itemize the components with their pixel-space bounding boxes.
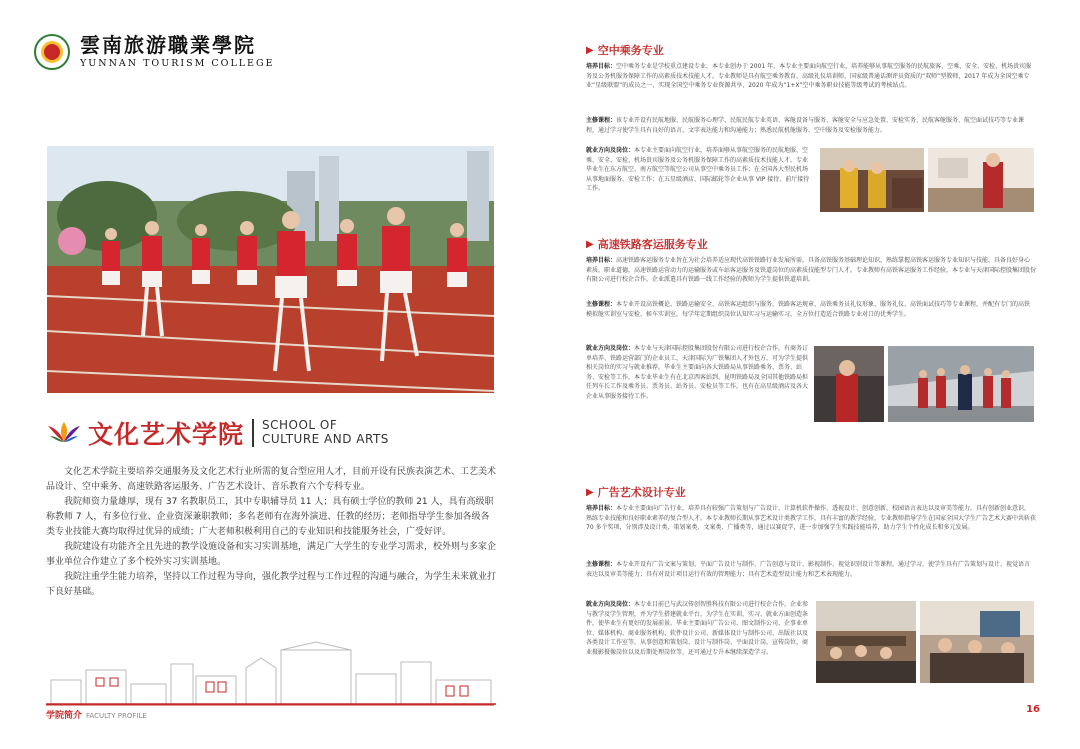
cabin-crew-photo: [928, 148, 1034, 212]
footer-label-chinese: 学院简介: [46, 711, 83, 721]
school-name-chinese: 文化艺术学院: [88, 420, 245, 449]
arrow-icon: ▶: [586, 44, 594, 56]
course-text: 该专业开设有民航地服、民航服务心理学、民航民航专业英语、客舱设备与服务、客舱安全与应急处置、安检实务、民航客舱服务、航空面试技巧等专业课程，通过学习使学生具有良好的语言、文字表达能力和沟通能力；熟悉民航机舱服务、空中服务及安检服务能力。: [586, 117, 1025, 134]
section-courses: [586, 300, 1036, 319]
section-jobs: [586, 146, 811, 194]
job-text: 本专业主要面向航空行业，培养面够从事航空服务的民航地服、空乘、安全、安检、机场贵宾服务及公务机服务保障工作的高素质技术技能人才。专业毕业生在东方航空、南方航空等航空公司从事空中乘务员工作；在全国各大型民机场从事地面服务、安检工作；在五星级酒店、国际邮轮等企业从事 VIP 接待、前厅接待工作。: [586, 147, 810, 192]
school-heading: [46, 415, 389, 451]
section-title: [586, 484, 686, 500]
job-label: 就业方向及岗位：: [586, 345, 635, 352]
section-title-text: 高速铁路客运服务专业: [597, 238, 708, 251]
job-text: 本专业与天津国际控股集团股份有限公司进行校企合作，有商务订单培养、铁路运营部门的企业员工，天津国际为广铁集团人才外包方，可为学生提供相关岗位的实习与就业推荐。毕业生主要面向各大铁路局从事铁路乘务、票务、站务、安检等工作，本专业毕业生有在北京西客站到、昆明铁路局及全国其他铁路局担任列车长工作及乘务员、票务员、站务员、安检员等工作，也有在高星级酒店及各大企业从事服务接待工作。: [586, 345, 809, 400]
course-label: 主修课程：: [586, 561, 617, 568]
design-studio-photo: [920, 601, 1034, 683]
goal-label: 培养目标：: [586, 257, 617, 264]
goal-text: 本专业主要面向广告行业，培养具有较强广告策划与广告设计、计算机软件操作、透视设计、创意创新、校园语言表达以及审美等能力，具有创新创业意识，熟练专业技能和良好职业素养的复合型人才。本专业教师长期从事艺术设计类教学工作，具有丰富的教学经验，专业教师指导学生在国家全国大学生广告艺术大赛中共斩获 70 多个奖项，分别涉及设计类、策划案类、文案类、广播类等，通过以赛促学，进一步加强学生实践技能培养，助力学生个性化成长和多元发展。: [586, 505, 1037, 531]
course-label: 主修课程：: [586, 117, 617, 124]
course-text: 本专业开设高铁概论、铁路运输安全、高铁客运组织与服务、铁路客运规章、高铁乘务员礼仪形象、服务礼仪、高铁面试技巧等专业课程，并配有专门的高铁模拟舱实训室与安检、候车实训室，每学年定期组织岗位认知实习与运输实习，全方位打造适合铁路专业对口的优秀学生。: [586, 301, 1031, 318]
design-class-photo: [816, 601, 916, 683]
goal-label: 培养目标：: [586, 63, 617, 70]
goal-text: 高速铁路客运服务专业旨在为社会培养适应现代高铁铁路行业发展所需，具备高铁服务基础理论知识，熟练掌握高铁客运服务专业知识与技能，具备良好身心素质、职业道德，高速铁路运营动力的运输服务或车站客运服务及铁道岗位的高素质技能型专门人才。专业教师有高铁客运服务工作经验，本专业与天津国际控股集团股份有限公司进行校企合作，企业派遣具有铁路一线工作经验的教师为学生提供铁道培训。: [586, 257, 1037, 283]
section-goal: [586, 256, 1036, 285]
section-title-text: 广告艺术设计专业: [597, 486, 686, 499]
intro-paragraph: 我院建设有功能齐全且先进的教学设施设备和实习实训基地，满足广大学生的专业学习需求，校外则与多家企事业单位合作建立了多个校外实习实训基地。: [46, 542, 497, 567]
section-courses: [586, 116, 1036, 135]
arrow-icon: ▶: [586, 486, 594, 498]
arrow-icon: ▶: [586, 238, 594, 250]
intro-paragraph: 文化艺术学院主要培养交通服务及文化艺术行业所需的复合型应用人才，目前开设有民族表演艺术、工艺美术品设计、空中乘务、高速铁路客运服务、广告艺术设计、音乐教育六个专科专业。: [46, 467, 497, 492]
section-title: [586, 236, 708, 252]
job-label: 就业方向及岗位：: [586, 147, 635, 154]
job-label: 就业方向及岗位：: [586, 601, 635, 608]
section-jobs: [586, 344, 811, 401]
footer-label-english: FACULTY PROFILE: [86, 712, 147, 720]
college-seal-icon: [34, 34, 70, 70]
page-number: 16: [1026, 704, 1040, 715]
school-introduction: [46, 465, 496, 600]
goal-text: 空中乘务专业是学校重点建设专业，本专业创办于 2001 年，本专业主要面向航空行业，培养能够从事航空服务的民航旅客、空乘、安全、安检、机场贵宾服务及公务机服务保障工作的高素质技术技能人才。专业教师是具有航空乘务教育、高级礼仪培训师、国家级普通话测评员资质的“双师”型教师，2017 年成为全国空乘专业“星级联盟”的成员之一，实现全国空中乘务专业资源共享，2020 年成为“1+X”空中乘务职业技能等级考试的考核站点。: [586, 63, 1032, 89]
logo-english-name: YUNNAN TOURISM COLLEGE: [80, 58, 275, 70]
flight-attendant-photo: [820, 148, 924, 212]
footer-label: [46, 708, 147, 721]
section-title-text: 空中乘务专业: [597, 44, 664, 57]
course-label: 主修课程：: [586, 301, 617, 308]
train-attendant-photo: [814, 346, 884, 422]
school-name-english-line2: CULTURE AND ARTS: [262, 432, 389, 446]
railway-staff-photo: [888, 346, 1034, 422]
heading-divider: [252, 419, 254, 447]
logo-chinese-name: 雲南旅游職業學院: [80, 33, 256, 58]
job-text: 本专业目前已与武汉传创智胜科技有限公司进行校企合作，企业参与教学及学生管理，并为学生搭建就业平台，为学生在实训、实习、就业方面创造条件，使毕业生有更好的发展前景。毕业主要面向广告公司、图文制作公司、企事业单位、媒体机构、商业服务机构、软件设计公司、新媒体设计与制作公司、出版社以及各类设计工作室等，从事创意和策划岗、设计与制作岗、平面设计岗，宣传岗位，商业摄影摄像岗位以及后期处理岗位等，还可通过专升本继续深造学习。: [586, 601, 809, 656]
intro-paragraph: 我院注重学生能力培养，坚持以工作过程为导向，强化教学过程与工作过程的沟通与融合，为学生未来就业打下良好基础。: [46, 572, 497, 597]
goal-label: 培养目标：: [586, 505, 617, 512]
section-jobs: [586, 600, 811, 657]
cheerleading-photo: [47, 146, 494, 393]
lotus-logo-icon: [46, 422, 82, 444]
right-page: [540, 0, 1080, 749]
college-logo: [34, 34, 275, 70]
school-name-english-line1: SCHOOL OF: [262, 418, 338, 433]
school-name-english: [262, 419, 389, 447]
section-goal: [586, 62, 1036, 91]
intro-paragraph: 我院师资力量雄厚，现有 37 名教职员工，其中专职辅导员 11 人；具有硕士学位的教师 21 人，具有高级职称教师 7 人，有多位行业、企业资深兼职教师；多名老师有在海外演进、任教的经历；老师指导学生参加各级各类专业技能大赛均取得过优异的成绩；广大老师积极利用自己的专业知识和技能服务社会，广受好评。: [46, 497, 494, 537]
section-goal: [586, 504, 1036, 533]
campus-skyline-illustration: [46, 640, 496, 706]
section-courses: [586, 560, 1036, 579]
course-text: 本专业开设有广告文案与策划、平面广告设计与制作、广告创意与设计、影视制作、视觉识别设计等课程，通过学习，使学生具有广告策划与设计、视觉语言表达以及审美等能力；具有对设计项目运行有效的管理能力；具有艺术造型设计能力和艺术表现能力。: [586, 561, 1031, 578]
section-title: [586, 42, 664, 58]
